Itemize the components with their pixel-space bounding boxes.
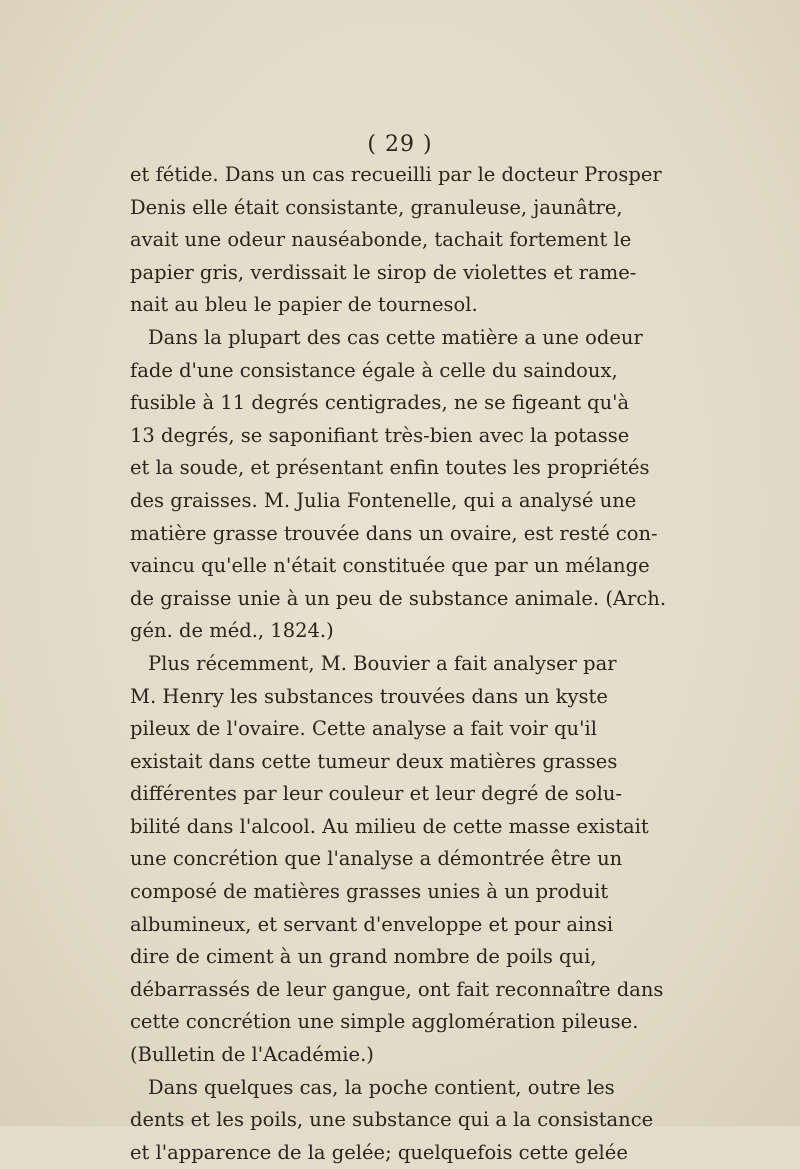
text-line: dire de ciment à un grand nombre de poils qui, (130, 945, 597, 969)
text-line: matière grasse trouvée dans un ovaire, est resté con- (130, 521, 658, 545)
text-line: cette concrétion une simple agglomération pileuse. (130, 1010, 639, 1034)
text-line: Denis elle était consistante, granuleuse, jaunâtre, (130, 195, 623, 219)
text-line: Dans la plupart des cas cette matière a une odeur (148, 325, 643, 349)
text-line: albumineux, et servant d'enveloppe et pour ainsi (130, 912, 614, 936)
text-line: Plus récemment, M. Bouvier a fait analyser par (148, 651, 617, 675)
text-line: débarrassés de leur gangue, ont fait reconnaître dans (130, 977, 664, 1001)
text-line: fade d'une consistance égale à celle du saindoux, (130, 358, 618, 382)
text-line: 13 degrés, se saponifiant très-bien avec la potasse (130, 423, 630, 447)
text-line: bilité dans l'alcool. Au milieu de cette masse existait (130, 814, 649, 838)
text-line: et fétide. Dans un cas recueilli par le docteur Prosper (130, 163, 662, 186)
text-line: vaincu qu'elle n'était constituée que par un mélange (130, 554, 650, 578)
text-line: nait au bleu le papier de tournesol. (130, 293, 478, 317)
text-line: papier gris, verdissait le sirop de violettes et rame- (130, 260, 637, 284)
text-line: des graisses. M. Julia Fontenelle, qui a analysé une (130, 488, 637, 512)
text-line: Dans quelques cas, la poche contient, outre les (148, 1075, 615, 1099)
text-line: différentes par leur couleur et leur degré de solu- (130, 782, 623, 806)
page-number: ( 29 ) (367, 132, 433, 157)
text-line: avait une odeur nauséabonde, tachait fortement le (130, 228, 632, 252)
text-line: existait dans cette tumeur deux matières grasses (130, 749, 618, 773)
text-line: de graisse unie à un peu de substance animale. (Arch. (130, 586, 667, 610)
text-line: (Bulletin de l'Académie.) (130, 1043, 374, 1067)
text-line: gén. de méd., 1824.) (130, 619, 334, 643)
text-line: une concrétion que l'analyse a démontrée être un (130, 847, 623, 871)
text-line: pileux de l'ovaire. Cette analyse a fait voir qu'il (130, 717, 597, 741)
text-line: fusible à 11 degrés centigrades, ne se figeant qu'à (130, 391, 630, 415)
text-line: composé de matières grasses unies à un produit (130, 880, 609, 904)
text-line: et la soude, et présentant enfin toutes les propriétés (130, 456, 650, 480)
text-line: M. Henry les substances trouvées dans un kyste (130, 684, 608, 708)
text-line: dents et les poils, une substance qui a la consistance (130, 1108, 654, 1132)
text-line: et l'apparence de la gelée; quelquefois cette gelée (130, 1140, 628, 1164)
body-text (130, 159, 667, 1169)
